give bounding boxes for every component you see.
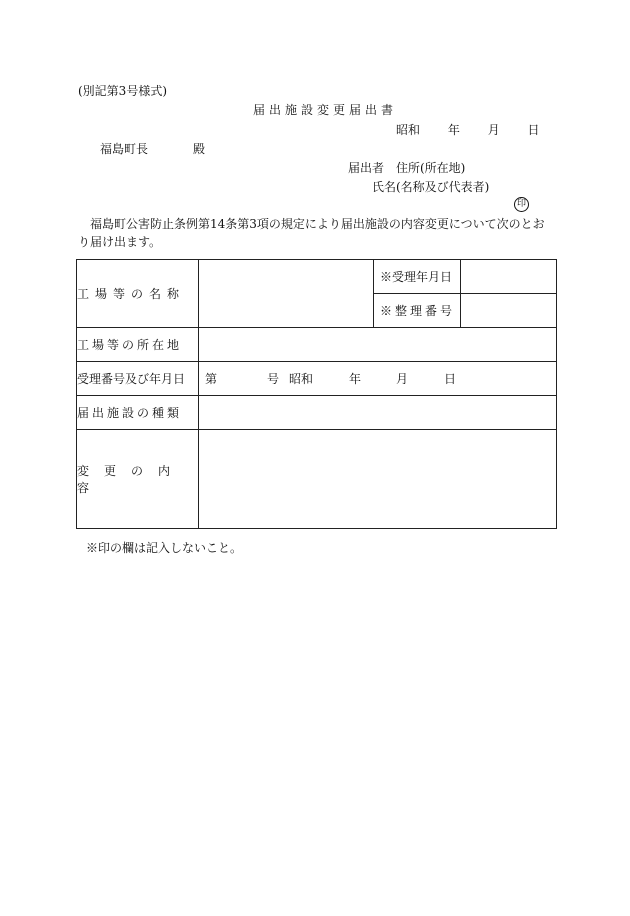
facility-type-label: 届出施設の種類 [77, 396, 199, 430]
date-year: 年 [447, 123, 460, 137]
location-label: 工場等の所在地 [77, 328, 199, 362]
receipt-info-field[interactable] [199, 362, 557, 396]
date-day: 日 [527, 123, 540, 137]
factory-name-field[interactable] [199, 260, 374, 328]
seal-icon: 印 [514, 197, 529, 212]
receipt-date-label: ※受理年月日 [374, 260, 461, 294]
notifier-name-label: 氏名(名称及び代表者) [372, 180, 490, 194]
factory-name-label: 工場等の名称 [77, 260, 199, 328]
receipt-info-label: 受理番号及び年月日 [77, 362, 199, 396]
receipt-dai: 第 [205, 372, 218, 386]
body-text: 福島町公害防止条例第14条第3項の規定により届出施設の内容変更について次のとおり届け出ます。 [78, 217, 545, 249]
addressee-honorific: 殿 [193, 142, 206, 156]
notification-form-table [76, 259, 557, 529]
facility-type-field[interactable] [199, 396, 557, 430]
receipt-month: 月 [396, 372, 409, 386]
receipt-day: 日 [444, 372, 457, 386]
date-line [396, 123, 540, 137]
receipt-era: 昭和 [289, 372, 314, 386]
receipt-date-field[interactable] [461, 260, 557, 294]
form-number: (別記第3号様式) [78, 84, 167, 98]
document-title: 届出施設変更届出書 [252, 103, 397, 117]
serial-number-label: ※整理番号 [374, 294, 461, 328]
date-era: 昭和 [396, 123, 421, 137]
change-content-field[interactable] [199, 430, 557, 529]
addressee-name: 福島町長 [100, 142, 149, 156]
receipt-info-value [205, 372, 456, 386]
footnote: ※印の欄は記入しないこと。 [86, 541, 243, 555]
receipt-gou: 号 [267, 372, 280, 386]
location-field[interactable] [199, 328, 557, 362]
date-month: 月 [487, 123, 500, 137]
receipt-year: 年 [349, 372, 362, 386]
change-content-label: 変更の内容 [77, 430, 199, 529]
notifier-address-label: 届出者 住所(所在地) [348, 161, 466, 175]
serial-number-field[interactable] [461, 294, 557, 328]
addressee [100, 142, 205, 156]
